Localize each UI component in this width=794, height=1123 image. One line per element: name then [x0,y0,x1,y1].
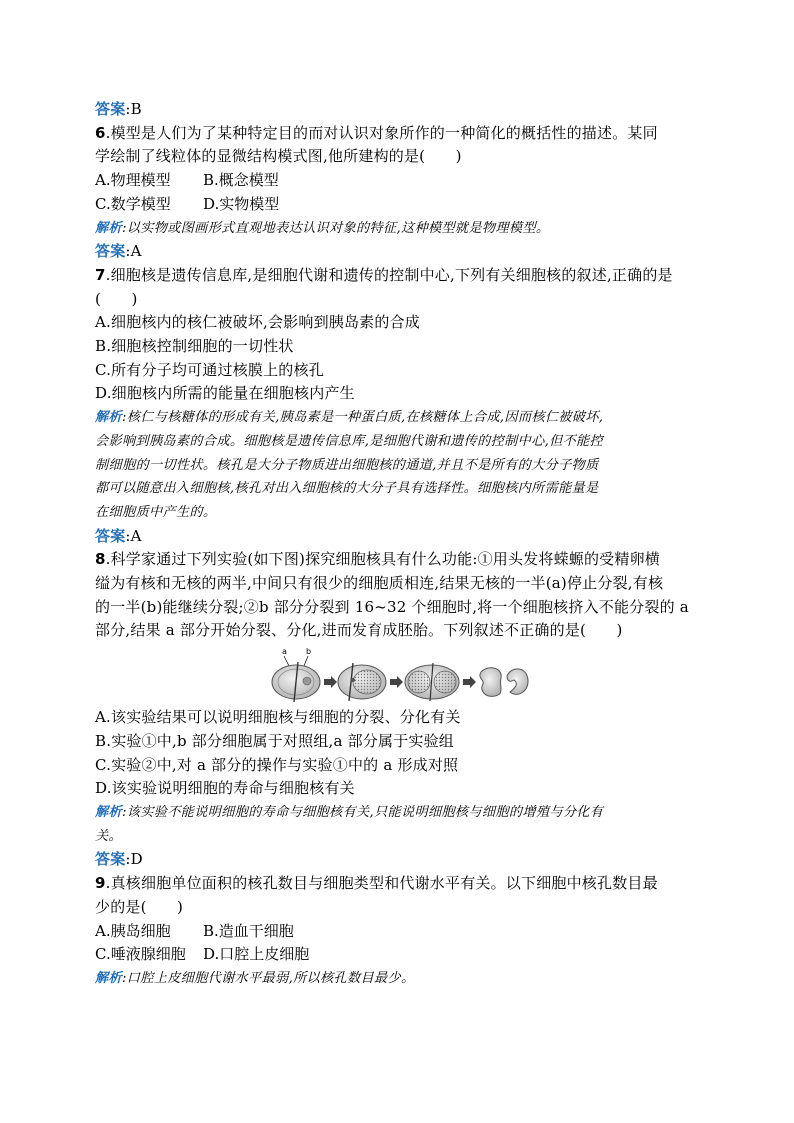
dividing-cell [338,663,386,701]
q9-option-a: A.胰岛细胞 [95,921,171,940]
q6-options-row-1 [95,169,705,193]
q7-stem-line-2: ( ) [95,289,138,308]
q7-option-b: B.细胞核控制细胞的一切性状 [95,337,294,356]
two-halves-dividing-cell [405,663,459,701]
q7-number: 7 [95,265,106,284]
q6-option-d: D.实物模型 [203,194,280,213]
q8-explanation-line-2: 关。 [95,828,122,844]
q8-option-b: B.实验①中,b 部分细胞属于对照组,a 部分属于实验组 [95,731,455,750]
constricted-egg-cell [272,662,320,702]
q8-number: 8 [95,550,106,569]
q8-explanation-line-1: 解析:该实验不能说明细胞的寿命与细胞核有关,只能说明细胞核与细胞的增殖与分化有 [95,804,604,820]
embryo-shape [507,669,528,694]
q7-answer: 答案:A [95,526,142,545]
q6-option-a: A.物理模型 [95,171,171,190]
q6-option-c: C.数学模型 [95,194,171,213]
q6-explanation: 解析:以实物或图画形式直观地表达认识对象的特征,这种模型就是物理模型。 [95,220,550,236]
q7-explanation-line-5: 在细胞质中产生的。 [95,504,217,520]
q8-option-d: D.该实验说明细胞的寿命与细胞核有关 [95,779,355,798]
q7-explanation-line-1: 解析:核仁与核糖体的形成有关,胰岛素是一种蛋白质,在核糖体上合成,因而核仁被破坏, [95,410,604,426]
q7-explanation-line-3: 制细胞的一切性状。核孔是大分子物质进出细胞核的通道,并且不是所有的大分子物质 [95,457,599,473]
q7-stem-line-1: 7.细胞核是遗传信息库,是细胞代谢和遗传的控制中心,下列有关细胞核的叙述,正确的是 [95,265,673,284]
q5-answer: 答案:B [95,100,142,118]
arrow-icon [324,676,337,688]
q7-explanation-line-4: 都可以随意出入细胞核,核孔对出入细胞核的大分子具有选择性。细胞核内所需能量是 [95,481,599,497]
document-page [95,98,705,991]
q7-option-c: C.所有分子均可通过核膜上的核孔 [95,360,324,379]
q6-option-b: B.概念模型 [203,171,279,190]
q8-stem-line-2: 缢为有核和无核的两半,中间只有很少的细胞质相连,结果无核的一半(a)停止分裂,有核 [95,574,664,593]
q7-option-a: A.细胞核内的核仁被破坏,会影响到胰岛素的合成 [95,313,420,332]
q8-option-a: A.该实验结果可以说明细胞核与细胞的分裂、分化有关 [95,708,461,727]
newt-egg-experiment-illustration [267,646,529,702]
q9-number: 9 [95,874,106,893]
q8-experiment-figure [95,643,705,706]
q8-option-c: C.实验②中,对 a 部分的操作与实验①中的 a 形成对照 [95,755,459,774]
q9-options-row-2 [95,943,705,967]
q8-stem-line-1: 8.科学家通过下列实验(如下图)探究细胞核具有什么功能:①用头发将蝾螈的受精卵横 [95,550,660,569]
q6-answer: 答案:A [95,242,142,261]
q9-option-c: C.唾液腺细胞 [95,945,186,964]
q9-stem-line-2: 少的是( ) [95,897,184,916]
q8-answer: 答案:D [95,850,143,869]
embryo-shape [480,668,501,697]
q6-options-row-2 [95,193,705,217]
q6-number: 6 [95,123,106,142]
q8-stem-line-3: 的一半(b)能继续分裂;②b 部分分裂到 16~32 个细胞时,将一个细胞核挤入不能分裂的 a [95,597,689,616]
q6-stem-line-2: 学绘制了线粒体的显微结构模式图,他所建构的是( ) [95,147,462,166]
q6-stem-line-1: 6.模型是人们为了某种特定目的而对认识对象所作的一种简化的概括性的描述。某同 [95,123,658,142]
q9-option-d: D.口腔上皮细胞 [203,945,310,964]
q7-explanation-line-2: 会影响到胰岛素的合成。细胞核是遗传信息库,是细胞代谢和遗传的控制中心,但不能控 [95,433,604,449]
q9-options-row-1 [95,920,705,944]
figure-label-a: a [282,647,287,657]
q8-stem-line-4: 部分,结果 a 部分开始分裂、分化,进而发育成胚胎。下列叙述不正确的是( ) [95,621,623,640]
arrow-icon [390,676,403,688]
q7-option-d: D.细胞核内所需的能量在细胞核内产生 [95,384,355,403]
q9-stem-line-1: 9.真核细胞单位面积的核孔数目与细胞类型和代谢水平有关。以下细胞中核孔数目最 [95,874,658,893]
q9-explanation: 解析:口腔上皮细胞代谢水平最弱,所以核孔数目最少。 [95,970,415,986]
figure-label-b: b [306,647,312,657]
arrow-icon [463,676,476,688]
q9-option-b: B.造血干细胞 [203,921,294,940]
